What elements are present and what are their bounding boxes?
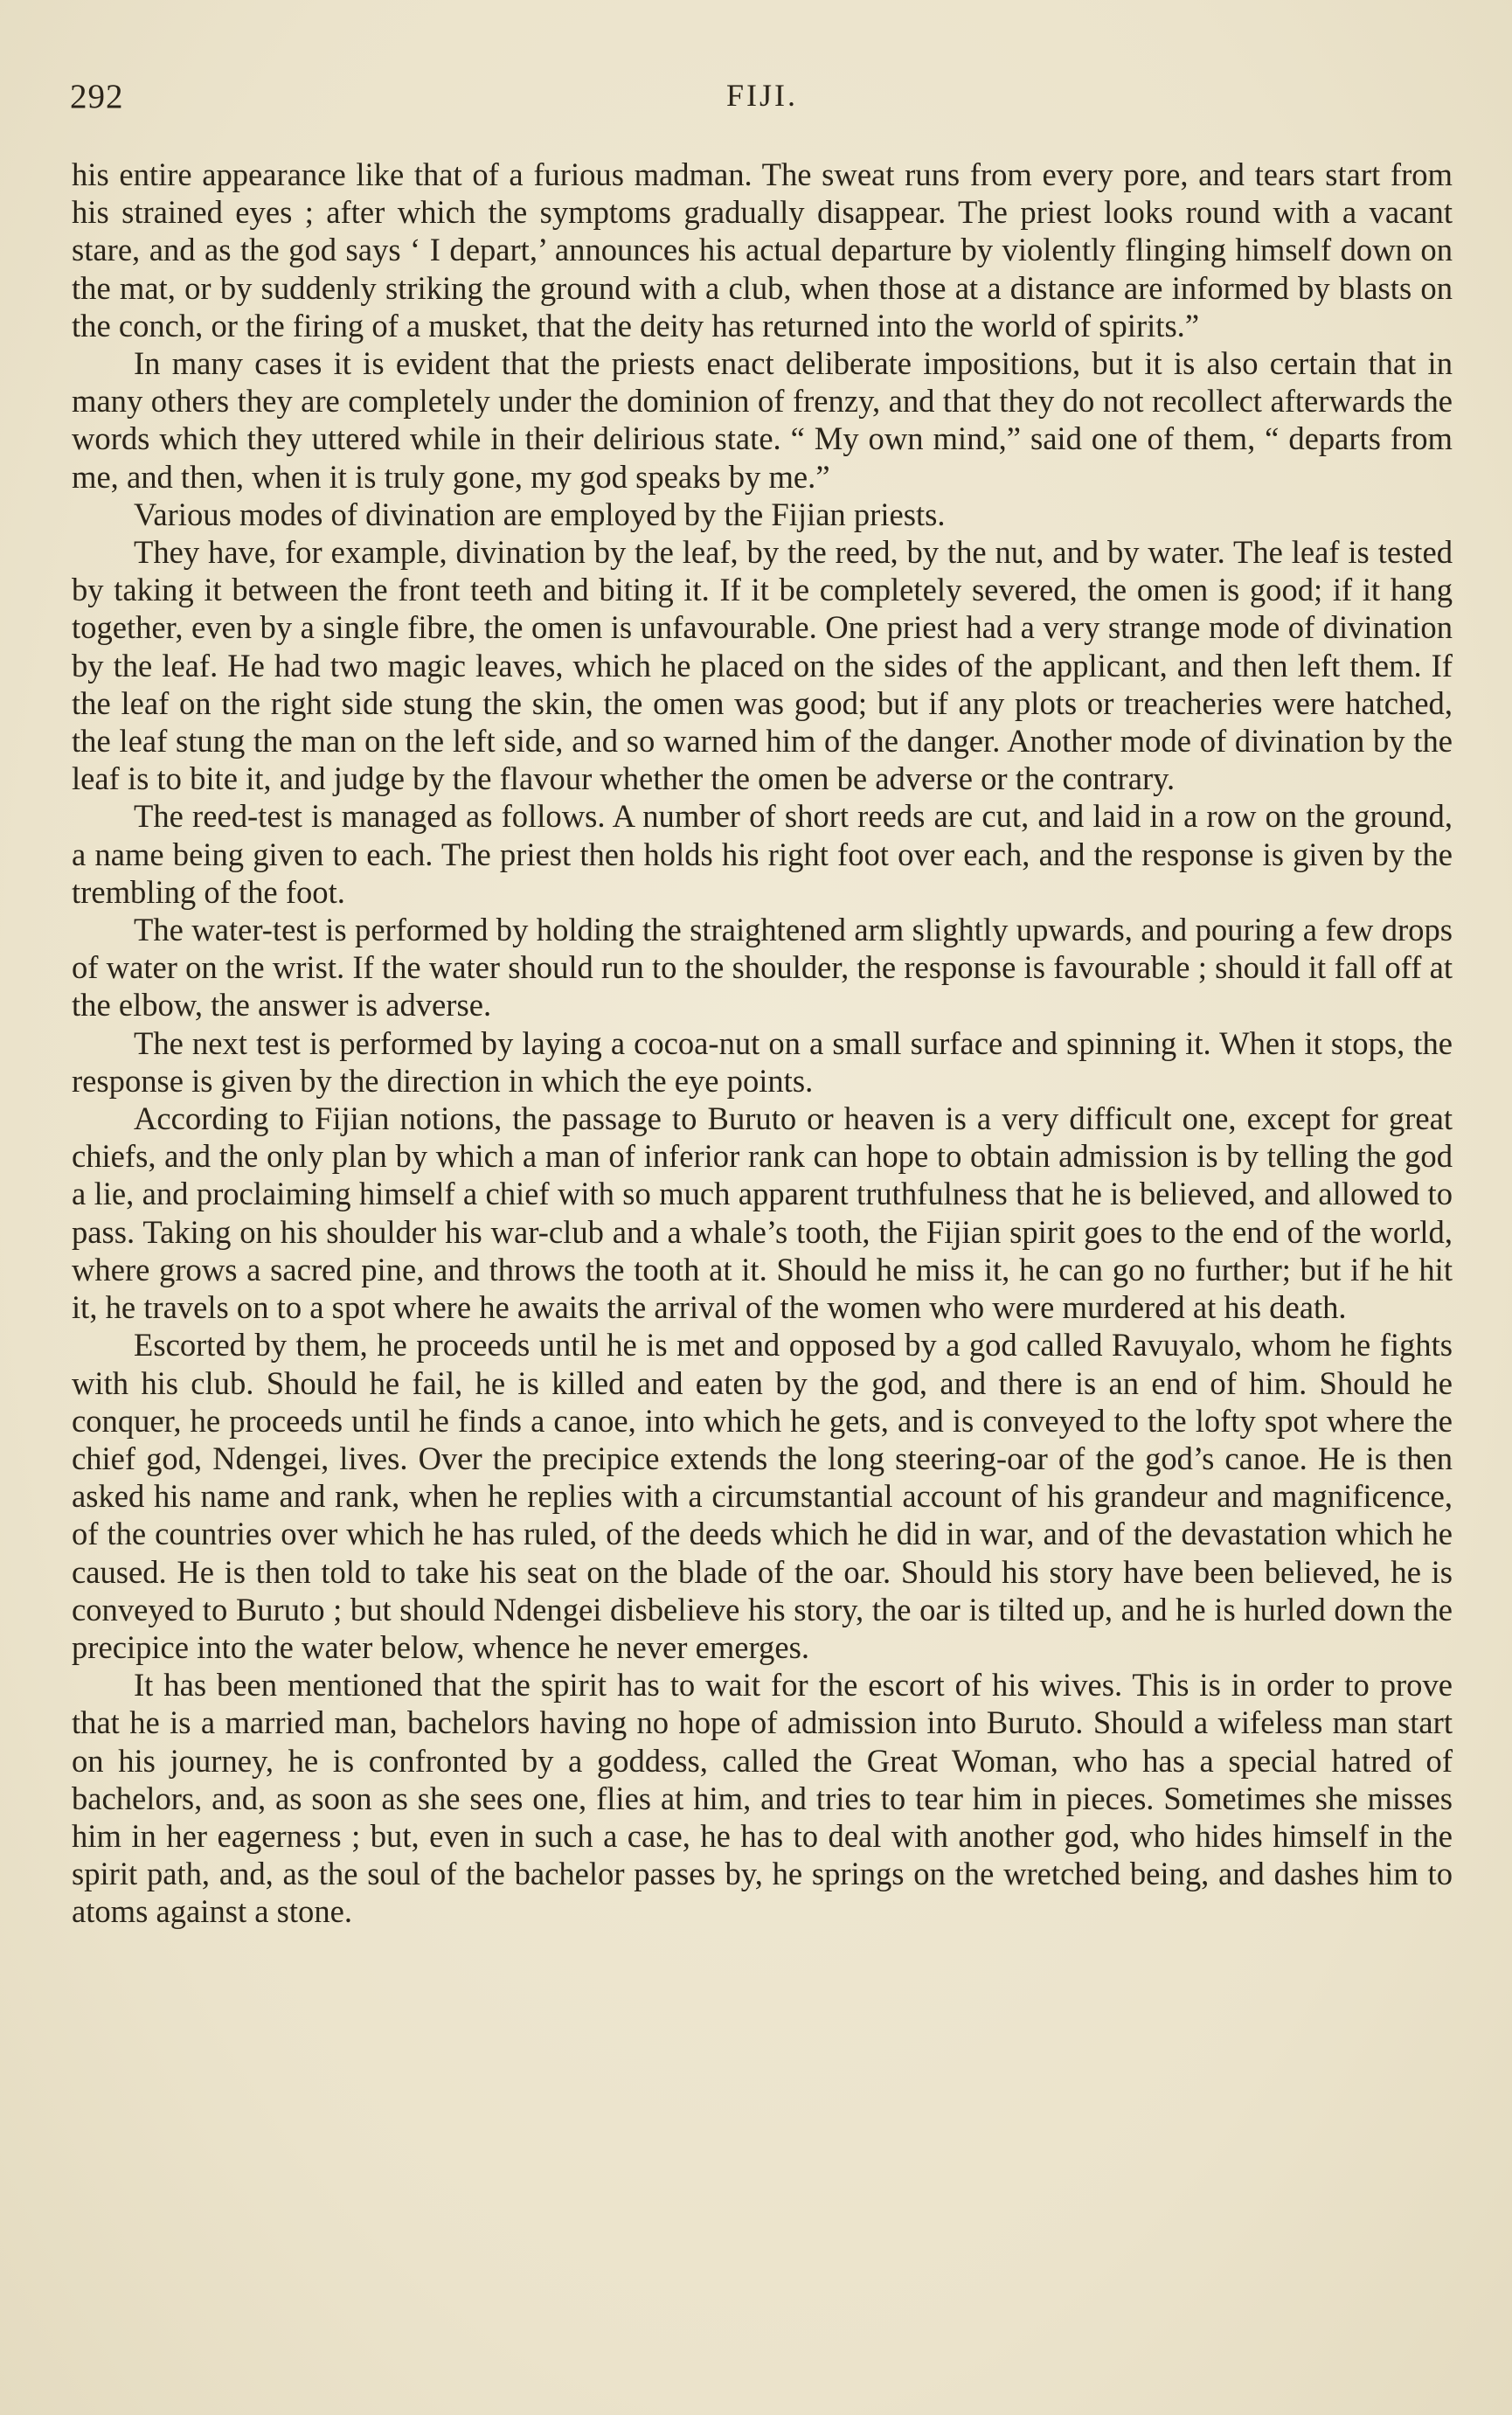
paragraph-divination-modes: Various modes of divination are employed by the Fijian priests. [134, 496, 946, 532]
page-number: 292 [70, 78, 124, 115]
paragraph-water-test: The water-test is performed by holding the straightened arm slightly upwards, and pouring a few drops of water on the wrist. If the water should run to the shoulder, the response is favourable ; should it fall off at the elbow, the answer is adverse. [72, 912, 1453, 1024]
paragraph-reed-test: The reed-test is managed as follows. A number of short reeds are cut, and laid in a row on the ground, a name being given to each. The priest then holds his right foot over each, and the response is given by the trembling of the foot. [72, 798, 1453, 910]
running-head [70, 77, 1454, 129]
paragraph-priests-frenzy: In many cases it is evident that the priests enact deliberate impositions, but it is also certain that in many others they are completely under the dominion of frenzy, and that they do not recollect afterwards the words which they uttered while in their delirious state. “ My own mind,” said one of them, “ departs from me, and then, when it is truly gone, my god speaks by me.” [72, 345, 1453, 495]
body-text [72, 156, 1453, 1931]
running-title: FIJI. [725, 78, 798, 113]
paragraph-cocoa-nut-test: The next test is performed by laying a cocoa-nut on a small surface and spinning it. When it stops, the response is given by the direction in which the eye points. [72, 1024, 1453, 1099]
paragraph-bachelors: It has been mentioned that the spirit has to wait for the escort of his wives. This is in order to prove that he is a married man, bachelors having no hope of admission into Buruto. Should a wifeless man start on his journey, he is confronted by a goddess, called the Great Woman, who has a special hatred of bachelors, and, as soon as she sees one, flies at him, and tries to tear him in pieces. Sometimes she misses him in her eagerness ; but, even in such a case, he has to deal with another god, who hides himself in the spirit path, and, as the soul of the bachelor passes by, he springs on the wretched being, and dashes him to atoms against a stone. [72, 1667, 1453, 1930]
paragraph-leaf-divination: They have, for example, divination by the leaf, by the reed, by the nut, and by water. The leaf is tested by taking it between the front teeth and biting it. If it be completely severed, the omen is good; if it hang together, even by a single fibre, the omen is unfavourable. One priest had a very strange mode of divination by the leaf. He had two magic leaves, which he placed on the sides of the applicant, and then left them. If the leaf on the right side stung the skin, the omen was good; but if any plots or treacheries were hatched, the leaf stung the man on the left side, and so warned him of the danger. Another mode of divination by the leaf is to bite it, and judge by the flavour whether the omen be adverse or the contrary. [72, 534, 1453, 797]
paragraph-ravuyalo-ndengei: Escorted by them, he proceeds until he is met and opposed by a god called Ravuyalo, whom he fights with his club. Should he fail, he is killed and eaten by the god, and there is an end of him. Should he conquer, he proceeds until he finds a canoe, into which he gets, and is conveyed to the lofty spot where the chief god, Ndengei, lives. Over the precipice extends the long steering-oar of the god’s canoe. He is then asked his name and rank, when he replies with a circumstantial account of his grandeur and magnificence, of the countries over which he has ruled, of the deeds which he did in war, and of the devastation which he caused. He is then told to take his seat on the blade of the oar. Should his story have been believed, he is conveyed to Buruto ; but should Ndengei disbelieve his story, the oar is tilted up, and he is hurled down the precipice into the water below, whence he never emerges. [72, 1327, 1453, 1665]
paragraph-passage-to-buruto: According to Fijian notions, the passage to Buruto or heaven is a very difficult one, except for great chiefs, and the only plan by which a man of inferior rank can hope to obtain admission is by telling the god a lie, and proclaiming himself a chief with so much apparent truthfulness that he is believed, and allowed to pass. Taking on his shoulder his war-club and a whale’s tooth, the Fijian spirit goes to the end of the world, where grows a sacred pine, and throws the tooth at it. Should he miss it, he can go no further; but if he hit it, he travels on to a spot where he awaits the arrival of the women who were murdered at his death. [72, 1100, 1453, 1326]
paragraph-continued: his entire appearance like that of a furious madman. The sweat runs from every pore, and tears start from his strained eyes ; after which the symptoms gradually disappear. The priest looks round with a vacant stare, and as the god says ‘ I depart,’ announces his actual departure by violently flinging himself down on the mat, or by suddenly striking the ground with a club, when those at a distance are informed by blasts on the conch, or the firing of a musket, that the deity has returned into the world of spirits.” [72, 156, 1453, 344]
